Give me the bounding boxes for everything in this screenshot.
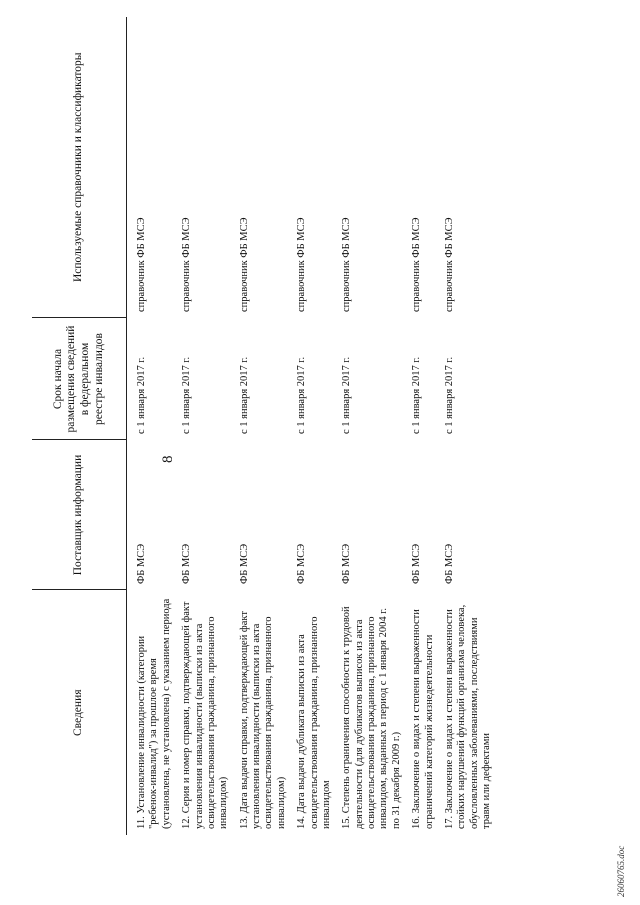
- cell-provider: ФБ МСЭ: [296, 543, 308, 584]
- cell-reference: справочник ФБ МСЭ: [296, 217, 308, 312]
- cell-reference: справочник ФБ МСЭ: [411, 217, 423, 312]
- header-references: Используемые справочники и классификаторы: [32, 17, 127, 318]
- cell-date: с 1 января 2017 г.: [296, 356, 308, 434]
- cell-info: 11. Установление инвалидности (категории "ребенок-инвалид") за прошлое время (установлена, не установлена) с указанием периода: [136, 598, 172, 829]
- cell-date: с 1 января 2017 г.: [411, 356, 423, 434]
- cell-date: с 1 января 2017 г.: [238, 356, 250, 434]
- cell-reference: справочник ФБ МСЭ: [181, 217, 193, 312]
- cell-reference: справочник ФБ МСЭ: [136, 217, 147, 312]
- cell-info: 12. Серия и номер справки, подтверждающей факт установления инвалидности (выписки из акта освидетельствования гражданина, признанного инвалидом): [181, 601, 230, 829]
- table-row: [175, 17, 233, 835]
- cell-reference: справочник ФБ МСЭ: [238, 217, 250, 312]
- cell-date: с 1 января 2017 г.: [136, 356, 147, 434]
- table-row: [233, 17, 291, 835]
- table-row: [405, 17, 438, 835]
- table-row: [290, 17, 335, 835]
- header-provider: Поставщик информации: [32, 440, 127, 590]
- cell-info: 13. Дата выдачи справки, подтверждающей факт установления инвалидности (выписки из акта освидетельствования гражданина, признанного инвалидом): [238, 611, 287, 829]
- table-row: [438, 17, 496, 835]
- cell-provider: ФБ МСЭ: [136, 543, 147, 584]
- table-row: [335, 17, 405, 835]
- cell-date: с 1 января 2017 г.: [181, 356, 193, 434]
- cell-info: 14. Дата выдачи дубликата выписки из акта освидетельствования гражданина, признанного инвалидом: [296, 616, 332, 829]
- cell-date: с 1 января 2017 г.: [341, 356, 353, 434]
- cell-provider: ФБ МСЭ: [181, 543, 193, 584]
- register-table: [32, 17, 495, 835]
- cell-date: с 1 января 2017 г.: [443, 356, 455, 434]
- cell-reference: справочник ФБ МСЭ: [443, 217, 455, 312]
- cell-reference: справочник ФБ МСЭ: [341, 217, 353, 312]
- cell-provider: ФБ МСЭ: [341, 543, 353, 584]
- header-start-date: Срок начала размещения сведений в федеральном реестре инвалидов: [32, 318, 127, 440]
- cell-provider: ФБ МСЭ: [443, 543, 455, 584]
- cell-info: 16. Заключение о видах и степени выраженности ограничений категорий жизнедеятельности: [411, 609, 435, 829]
- cell-provider: ФБ МСЭ: [238, 543, 250, 584]
- cell-info: 17. Заключение о видах и степени выраженности стойких нарушений функций организма человека, обусловленных заболеваниями, последствиями травм или дефектами: [443, 604, 492, 829]
- page-number: 8: [160, 455, 176, 463]
- table-row: [127, 17, 176, 835]
- header-info: Сведения: [32, 590, 127, 835]
- document-code: 26060765.doc: [616, 845, 626, 897]
- table-header-row: [32, 17, 127, 835]
- cell-info: 15. Степень ограничения способности к трудовой деятельности (для дубликатов выписок из акта освидетельствования гражданина, признанного инвалидом, выданных в период с 1 января 2004 г. по 31 декабря 2009 г.): [341, 606, 402, 829]
- cell-provider: ФБ МСЭ: [411, 543, 423, 584]
